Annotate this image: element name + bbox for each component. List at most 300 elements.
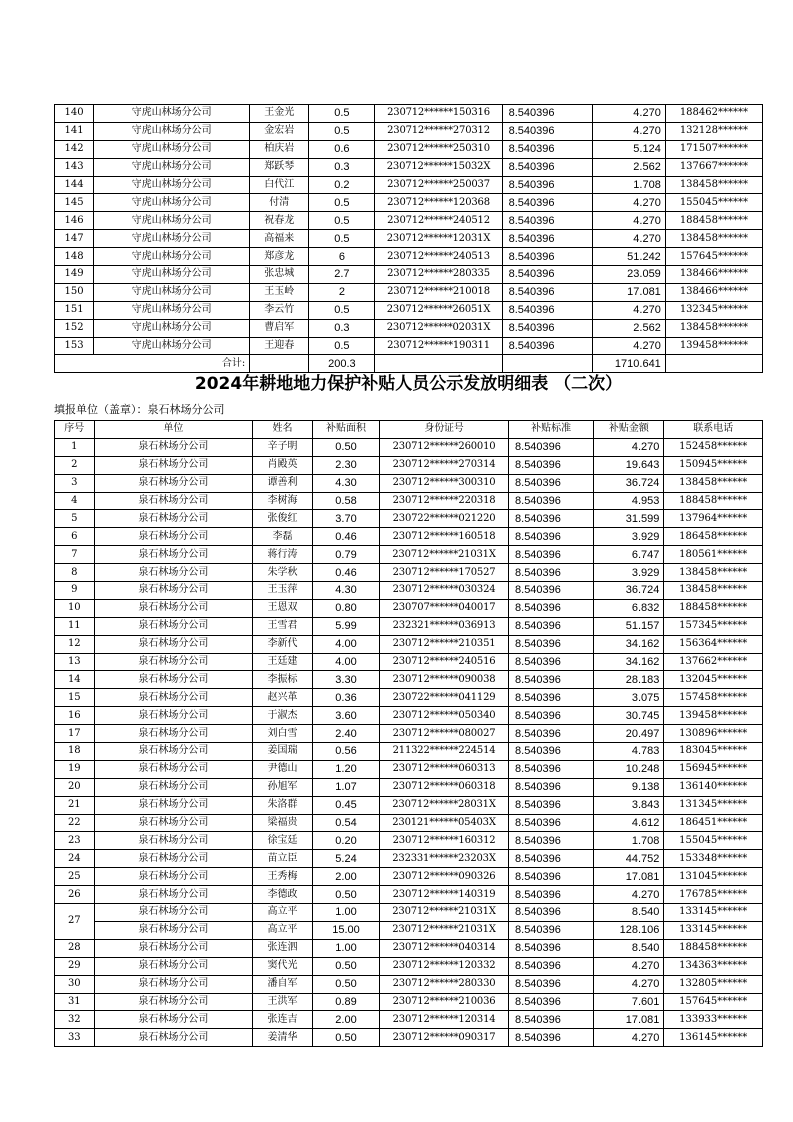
amount-cell: 2.562	[592, 319, 665, 337]
area-cell: 0.50	[312, 1029, 379, 1047]
standard-cell: 8.540396	[509, 546, 594, 564]
name-cell: 王秀梅	[253, 868, 313, 886]
no-cell: 29	[55, 957, 95, 975]
unit-cell: 泉石林场分公司	[94, 886, 252, 904]
area-cell: 0.2	[309, 176, 375, 194]
total-label: 合计:	[55, 355, 250, 373]
total-empty-cell	[375, 355, 502, 373]
name-cell: 窦代光	[253, 957, 313, 975]
table-row	[55, 456, 763, 474]
name-cell: 李德政	[253, 886, 313, 904]
amount-cell: 4.270	[592, 337, 665, 355]
table-row	[55, 546, 763, 564]
standard-cell: 8.540396	[509, 1011, 594, 1029]
phone-cell: 188458******	[665, 212, 762, 230]
phone-cell: 132128******	[665, 122, 762, 140]
standard-cell: 8.540396	[509, 635, 594, 653]
standard-cell: 8.540396	[502, 212, 592, 230]
standard-cell: 8.540396	[502, 337, 592, 355]
amount-cell: 34.162	[594, 653, 664, 671]
phone-cell: 188458******	[664, 939, 763, 957]
table-row	[55, 850, 763, 868]
standard-cell: 8.540396	[509, 492, 594, 510]
standard-cell: 8.540396	[509, 564, 594, 582]
no-cell: 142	[55, 140, 94, 158]
id-cell: 230712******060318	[380, 778, 509, 796]
amount-cell: 3.075	[594, 689, 664, 707]
area-cell: 0.5	[309, 122, 375, 140]
table-row	[55, 957, 763, 975]
name-cell: 祝春龙	[250, 212, 309, 230]
no-cell: 144	[55, 176, 94, 194]
amount-cell: 36.724	[594, 582, 664, 600]
unit-cell: 泉石林场分公司	[94, 456, 252, 474]
name-cell: 谭善利	[253, 474, 313, 492]
table-row	[55, 212, 763, 230]
no-cell: 148	[55, 248, 94, 266]
no-cell: 27	[55, 904, 95, 940]
area-cell: 5.24	[312, 850, 379, 868]
unit-cell: 泉石林场分公司	[94, 760, 252, 778]
phone-cell: 152458******	[664, 438, 763, 456]
standard-cell: 8.540396	[509, 653, 594, 671]
id-cell: 230712******240516	[380, 653, 509, 671]
name-cell: 梁福贵	[253, 814, 313, 832]
standard-cell: 8.540396	[509, 921, 594, 939]
standard-cell: 8.540396	[509, 886, 594, 904]
table-row	[55, 337, 763, 355]
table-row	[55, 158, 763, 176]
no-cell: 19	[55, 760, 95, 778]
name-cell: 姜国瑞	[253, 743, 313, 761]
table-row	[55, 653, 763, 671]
table-row	[55, 599, 763, 617]
name-cell: 李磊	[253, 528, 313, 546]
area-cell: 0.56	[312, 743, 379, 761]
unit-cell: 守虎山林场分公司	[94, 283, 250, 301]
amount-cell: 6.747	[594, 546, 664, 564]
standard-cell: 8.540396	[502, 122, 592, 140]
area-cell: 0.46	[312, 564, 379, 582]
standard-cell: 8.540396	[502, 266, 592, 284]
id-cell: 230712******21031X	[380, 904, 509, 922]
unit-cell: 泉石林场分公司	[94, 796, 252, 814]
name-cell: 孙旭军	[253, 778, 313, 796]
phone-cell: 186458******	[664, 528, 763, 546]
no-cell: 9	[55, 582, 95, 600]
area-cell: 0.5	[309, 194, 375, 212]
no-cell: 26	[55, 886, 95, 904]
name-cell: 潘自军	[253, 975, 313, 993]
phone-cell: 156364******	[664, 635, 763, 653]
table-row	[55, 743, 763, 761]
standard-cell: 8.540396	[509, 725, 594, 743]
amount-cell: 20.497	[594, 725, 664, 743]
no-cell: 12	[55, 635, 95, 653]
name-cell: 郑跃琴	[250, 158, 309, 176]
table-row	[55, 904, 763, 922]
amount-cell: 5.124	[592, 140, 665, 158]
total-row	[55, 355, 763, 373]
unit-cell: 泉石林场分公司	[94, 671, 252, 689]
standard-cell: 8.540396	[509, 939, 594, 957]
area-cell: 0.80	[312, 599, 379, 617]
standard-cell: 8.540396	[509, 599, 594, 617]
unit-cell: 守虎山林场分公司	[94, 301, 250, 319]
table-row	[55, 194, 763, 212]
amount-cell: 9.138	[594, 778, 664, 796]
id-cell: 230712******12031X	[375, 230, 502, 248]
name-cell: 王金光	[250, 105, 309, 123]
amount-cell: 31.599	[594, 510, 664, 528]
name-cell: 曹启军	[250, 319, 309, 337]
name-cell: 张连泗	[253, 939, 313, 957]
unit-cell: 泉石林场分公司	[94, 689, 252, 707]
id-cell: 230712******21031X	[380, 921, 509, 939]
id-cell: 232331******23203X	[380, 850, 509, 868]
unit-cell: 泉石林场分公司	[94, 850, 252, 868]
amount-cell: 2.562	[592, 158, 665, 176]
unit-cell: 泉石林场分公司	[94, 582, 252, 600]
area-cell: 0.50	[312, 886, 379, 904]
header-area: 补贴面积	[312, 421, 379, 439]
area-cell: 6	[309, 248, 375, 266]
unit-cell: 守虎山林场分公司	[94, 140, 250, 158]
no-cell: 5	[55, 510, 95, 528]
unit-cell: 泉石林场分公司	[94, 939, 252, 957]
name-cell: 柏庆岩	[250, 140, 309, 158]
table-row	[55, 301, 763, 319]
id-cell: 230712******21031X	[380, 546, 509, 564]
id-cell: 230712******140319	[380, 886, 509, 904]
unit-cell: 泉石林场分公司	[94, 635, 252, 653]
unit-cell: 泉石林场分公司	[94, 1029, 252, 1047]
no-cell: 146	[55, 212, 94, 230]
table-row	[55, 528, 763, 546]
no-cell: 11	[55, 617, 95, 635]
id-cell: 230712******250037	[375, 176, 502, 194]
phone-cell: 134363******	[664, 957, 763, 975]
phone-cell: 130896******	[664, 725, 763, 743]
no-cell: 8	[55, 564, 95, 582]
phone-cell: 183045******	[664, 743, 763, 761]
amount-cell: 7.601	[594, 993, 664, 1011]
amount-cell: 3.843	[594, 796, 664, 814]
phone-cell: 132805******	[664, 975, 763, 993]
area-cell: 3.70	[312, 510, 379, 528]
phone-cell: 155045******	[665, 194, 762, 212]
amount-cell: 30.745	[594, 707, 664, 725]
amount-cell: 51.157	[594, 617, 664, 635]
id-cell: 230712******210018	[375, 283, 502, 301]
area-cell: 2	[309, 283, 375, 301]
standard-cell: 8.540396	[509, 850, 594, 868]
no-cell: 6	[55, 528, 95, 546]
name-cell: 王玉岭	[250, 283, 309, 301]
table-row	[55, 248, 763, 266]
table-row	[55, 266, 763, 284]
standard-cell: 8.540396	[509, 689, 594, 707]
amount-cell: 10.248	[594, 760, 664, 778]
phone-cell: 150945******	[664, 456, 763, 474]
no-cell: 20	[55, 778, 95, 796]
id-cell: 230712******030324	[380, 582, 509, 600]
area-cell: 0.36	[312, 689, 379, 707]
area-cell: 0.6	[309, 140, 375, 158]
table-row	[55, 671, 763, 689]
phone-cell: 186451******	[664, 814, 763, 832]
phone-cell: 133145******	[664, 904, 763, 922]
name-cell: 朱洛群	[253, 796, 313, 814]
standard-cell: 8.540396	[509, 796, 594, 814]
table-row	[55, 1011, 763, 1029]
amount-cell: 4.783	[594, 743, 664, 761]
no-cell: 24	[55, 850, 95, 868]
table-row	[55, 975, 763, 993]
table-row	[55, 689, 763, 707]
table-row	[55, 778, 763, 796]
table-row	[55, 725, 763, 743]
no-cell: 22	[55, 814, 95, 832]
phone-cell: 188462******	[665, 105, 762, 123]
header-amount: 补贴金额	[594, 421, 664, 439]
standard-cell: 8.540396	[502, 248, 592, 266]
standard-cell: 8.540396	[509, 617, 594, 635]
amount-cell: 4.270	[594, 438, 664, 456]
table-header-row	[55, 421, 763, 439]
standard-cell: 8.540396	[509, 975, 594, 993]
no-cell: 32	[55, 1011, 95, 1029]
phone-cell: 133933******	[664, 1011, 763, 1029]
amount-cell: 28.183	[594, 671, 664, 689]
standard-cell: 8.540396	[502, 301, 592, 319]
standard-cell: 8.540396	[502, 194, 592, 212]
unit-cell: 守虎山林场分公司	[94, 122, 250, 140]
standard-cell: 8.540396	[502, 176, 592, 194]
unit-cell: 泉石林场分公司	[94, 707, 252, 725]
id-cell: 230712******240513	[375, 248, 502, 266]
amount-cell: 6.832	[594, 599, 664, 617]
no-cell: 10	[55, 599, 95, 617]
phone-cell: 138466******	[665, 266, 762, 284]
phone-cell: 138458******	[664, 474, 763, 492]
id-cell: 230707******040017	[380, 599, 509, 617]
phone-cell: 157645******	[665, 248, 762, 266]
table-row	[55, 707, 763, 725]
area-cell: 0.89	[312, 993, 379, 1011]
standard-cell: 8.540396	[509, 743, 594, 761]
standard-cell: 8.540396	[509, 456, 594, 474]
phone-cell: 132345******	[665, 301, 762, 319]
amount-cell: 1.708	[592, 176, 665, 194]
total-empty-cell	[502, 355, 592, 373]
id-cell: 230712******050340	[380, 707, 509, 725]
name-cell: 王廷建	[253, 653, 313, 671]
amount-cell: 19.643	[594, 456, 664, 474]
area-cell: 0.5	[309, 212, 375, 230]
id-cell: 230712******090317	[380, 1029, 509, 1047]
area-cell: 0.3	[309, 158, 375, 176]
name-cell: 王洪军	[253, 993, 313, 1011]
no-cell: 145	[55, 194, 94, 212]
standard-cell: 8.540396	[502, 319, 592, 337]
table-row	[55, 176, 763, 194]
name-cell: 苗立臣	[253, 850, 313, 868]
area-cell: 3.30	[312, 671, 379, 689]
standard-cell: 8.540396	[509, 832, 594, 850]
no-cell: 28	[55, 939, 95, 957]
amount-cell: 17.081	[594, 1011, 664, 1029]
main-table	[54, 420, 763, 1047]
table-row	[55, 474, 763, 492]
unit-cell: 守虎山林场分公司	[94, 194, 250, 212]
standard-cell: 8.540396	[509, 904, 594, 922]
unit-cell: 守虎山林场分公司	[94, 248, 250, 266]
table-row	[55, 230, 763, 248]
name-cell: 朱学秋	[253, 564, 313, 582]
standard-cell: 8.540396	[509, 814, 594, 832]
id-cell: 230712******220318	[380, 492, 509, 510]
standard-cell: 8.540396	[509, 957, 594, 975]
phone-cell: 171507******	[665, 140, 762, 158]
table-row	[55, 993, 763, 1011]
no-cell: 14	[55, 671, 95, 689]
amount-cell: 4.270	[592, 122, 665, 140]
phone-cell: 157345******	[664, 617, 763, 635]
header-unit: 单位	[94, 421, 252, 439]
standard-cell: 8.540396	[502, 140, 592, 158]
name-cell: 王迎春	[250, 337, 309, 355]
reporting-unit: 填报单位（盖章）：泉石林场分公司	[54, 403, 225, 416]
page-title: 2024年耕地地力保护补贴人员公示发放明细表 （二次）	[194, 374, 623, 394]
name-cell: 王恩双	[253, 599, 313, 617]
standard-cell: 8.540396	[509, 474, 594, 492]
unit-cell: 守虎山林场分公司	[94, 212, 250, 230]
standard-cell: 8.540396	[502, 105, 592, 123]
amount-cell: 44.752	[594, 850, 664, 868]
no-cell: 2	[55, 456, 95, 474]
id-cell: 230712******260010	[380, 438, 509, 456]
area-cell: 0.5	[309, 337, 375, 355]
no-cell: 16	[55, 707, 95, 725]
table-row	[55, 832, 763, 850]
no-cell: 25	[55, 868, 95, 886]
standard-cell: 8.540396	[509, 438, 594, 456]
name-cell: 高福来	[250, 230, 309, 248]
header-name: 姓名	[253, 421, 313, 439]
amount-cell: 4.953	[594, 492, 664, 510]
table-row	[55, 635, 763, 653]
phone-cell: 157645******	[664, 993, 763, 1011]
id-cell: 230712******300310	[380, 474, 509, 492]
name-cell: 徐宝廷	[253, 832, 313, 850]
area-cell: 4.30	[312, 582, 379, 600]
no-cell: 153	[55, 337, 94, 355]
name-cell: 高立平	[253, 904, 313, 922]
id-cell: 230712******090326	[380, 868, 509, 886]
no-cell: 18	[55, 743, 95, 761]
phone-cell: 157458******	[664, 689, 763, 707]
amount-cell: 36.724	[594, 474, 664, 492]
amount-cell: 8.540	[594, 904, 664, 922]
name-cell: 辛子明	[253, 438, 313, 456]
unit-cell: 守虎山林场分公司	[94, 266, 250, 284]
no-cell: 152	[55, 319, 94, 337]
area-cell: 2.00	[312, 1011, 379, 1029]
name-cell: 于淑杰	[253, 707, 313, 725]
phone-cell: 139458******	[665, 337, 762, 355]
amount-cell: 4.270	[592, 301, 665, 319]
unit-cell: 泉石林场分公司	[94, 832, 252, 850]
table-row	[55, 617, 763, 635]
total-empty-cell	[250, 355, 309, 373]
id-cell: 230712******28031X	[380, 796, 509, 814]
id-cell: 230712******240512	[375, 212, 502, 230]
area-cell: 15.00	[312, 921, 379, 939]
amount-cell: 4.270	[594, 957, 664, 975]
phone-cell: 131345******	[664, 796, 763, 814]
unit-cell: 守虎山林场分公司	[94, 105, 250, 123]
table-row	[55, 921, 763, 939]
no-cell: 13	[55, 653, 95, 671]
name-cell: 刘白雪	[253, 725, 313, 743]
no-cell: 1	[55, 438, 95, 456]
phone-cell: 132045******	[664, 671, 763, 689]
area-cell: 2.40	[312, 725, 379, 743]
standard-cell: 8.540396	[502, 283, 592, 301]
id-cell: 230712******170527	[380, 564, 509, 582]
area-cell: 0.79	[312, 546, 379, 564]
amount-cell: 4.270	[594, 886, 664, 904]
area-cell: 0.5	[309, 230, 375, 248]
phone-cell: 138458******	[664, 564, 763, 582]
no-cell: 149	[55, 266, 94, 284]
id-cell: 230712******02031X	[375, 319, 502, 337]
id-cell: 211322******224514	[380, 743, 509, 761]
area-cell: 0.46	[312, 528, 379, 546]
total-empty-cell	[665, 355, 762, 373]
id-cell: 230712******160518	[380, 528, 509, 546]
total-area: 200.3	[309, 355, 375, 373]
name-cell: 赵兴革	[253, 689, 313, 707]
name-cell: 姜清华	[253, 1029, 313, 1047]
unit-cell: 泉石林场分公司	[94, 546, 252, 564]
standard-cell: 8.540396	[509, 528, 594, 546]
id-cell: 230712******210351	[380, 635, 509, 653]
name-cell: 尹德山	[253, 760, 313, 778]
phone-cell: 137667******	[665, 158, 762, 176]
unit-cell: 泉石林场分公司	[94, 438, 252, 456]
unit-cell: 守虎山林场分公司	[94, 158, 250, 176]
phone-cell: 139458******	[664, 707, 763, 725]
id-cell: 230722******041129	[380, 689, 509, 707]
name-cell: 李振标	[253, 671, 313, 689]
id-cell: 230712******270314	[380, 456, 509, 474]
phone-cell: 136140******	[664, 778, 763, 796]
table-row	[55, 283, 763, 301]
area-cell: 0.50	[312, 975, 379, 993]
amount-cell: 4.270	[592, 194, 665, 212]
table-row	[55, 319, 763, 337]
id-cell: 230121******05403X	[380, 814, 509, 832]
area-cell: 0.5	[309, 301, 375, 319]
area-cell: 0.54	[312, 814, 379, 832]
table-row	[55, 492, 763, 510]
standard-cell: 8.540396	[502, 230, 592, 248]
no-cell: 30	[55, 975, 95, 993]
area-cell: 4.30	[312, 474, 379, 492]
amount-cell: 17.081	[594, 868, 664, 886]
